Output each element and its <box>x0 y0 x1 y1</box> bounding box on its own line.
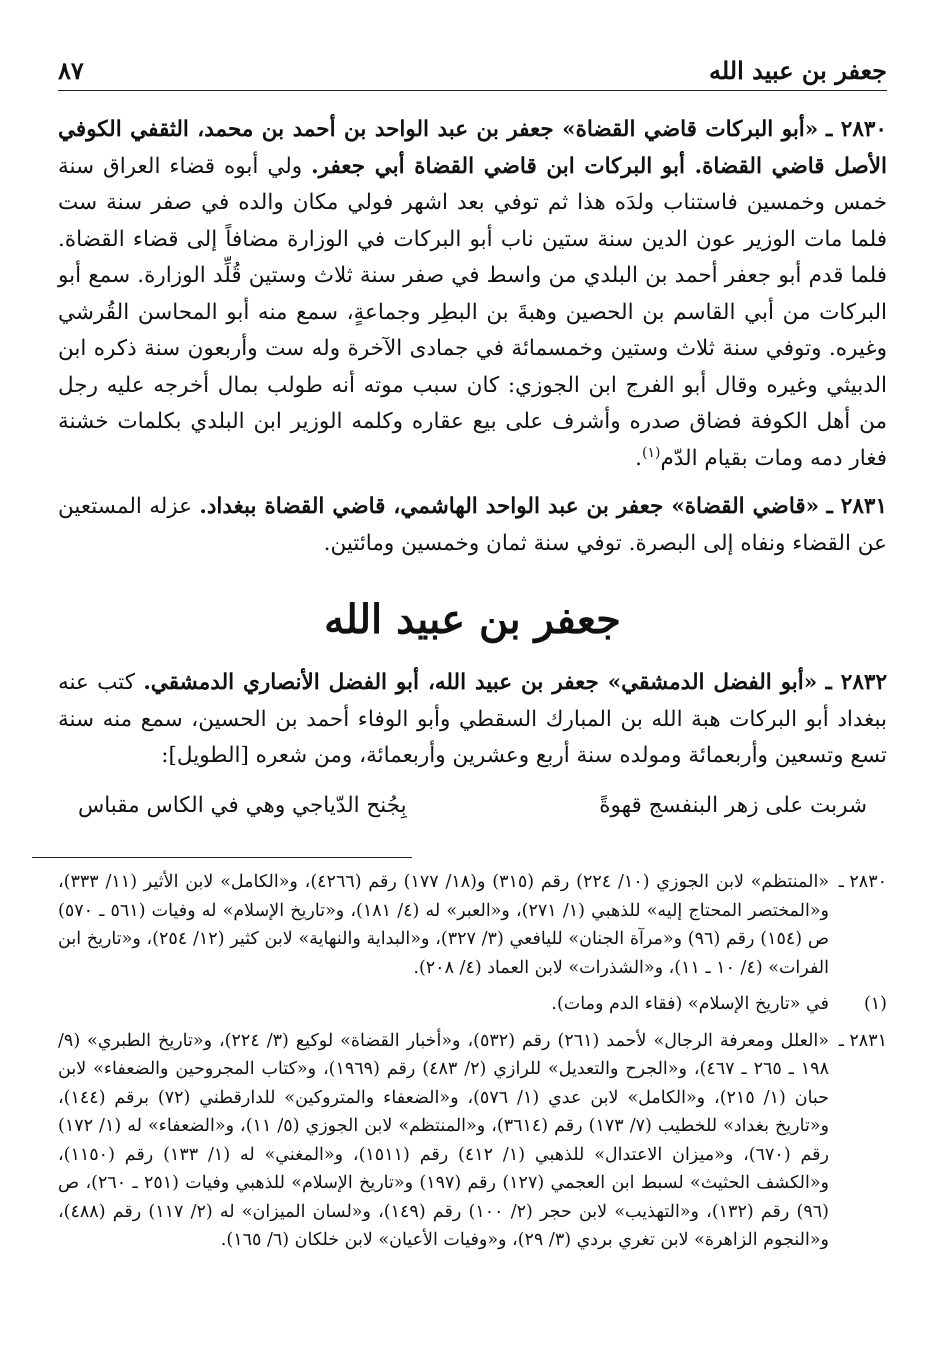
footnote-label: ٢٨٣٠ ـ <box>838 872 887 892</box>
footnote-label: (١) <box>863 994 887 1014</box>
footnote-label: ٢٨٣١ ـ <box>838 1030 887 1051</box>
entry-2831 <box>58 489 887 562</box>
entry-number: ٢٨٣٠ ـ <box>826 117 887 142</box>
footnote-divider <box>32 857 412 858</box>
verse-second-hemistich: بِجُنح الدّياجي وهي في الكاس مقباس <box>78 792 407 818</box>
page-number: ٨٧ <box>58 56 84 85</box>
entry-heading: «أبو البركات قاضي القضاة» جعفر بن عبد الواحد بن أحمد بن محمد، الثقفي الكوفي الأصل قاضي القضاة. أبو البركات ابن قاضي القضاة أبي جعفر. <box>58 117 887 179</box>
entry-text: عزله المستعين عن القضاء ونفاه إلى البصرة. توفي سنة ثمان وخمسين ومائتين. <box>58 494 887 556</box>
running-title: جعفر بن عبيد الله <box>708 56 887 85</box>
entry-heading: «قاضي القضاة» جعفر بن عبد الواحد الهاشمي، قاضي القضاة ببغداد. <box>199 494 820 519</box>
page-header <box>58 50 887 91</box>
footnotes <box>58 868 887 1263</box>
entry-tail: . <box>635 445 642 471</box>
entry-2830 <box>58 112 887 477</box>
poem-verse <box>58 793 887 818</box>
footnote-1 <box>58 990 887 1019</box>
footnote-2830 <box>58 868 887 982</box>
footnote-text: «المنتظم» لابن الجوزي (١٠/ ٢٢٤) رقم (٣١٥) و(١٨/ ١٧٧) رقم (٤٢٦٦)، و«الكامل» لابن الأثير (١١/ ٣٣٣)، و«المختصر المحتاج إليه» للذهبي (١/ ٢٧١)، و«العبر» له (٤/ ١٨١)، و«تاريخ الإسلام» له وفيات (٥٦١ ـ ٥٧٠) ص (١٥٤) رقم (٩٦) و«مرآة الجنان» لليافعي (٣/ ٣٢٧)، و«البداية والنهاية» لابن كثير (١٢/ ٢٥٤)، و«تاريخ ابن الفرات» (٤/ ١٠ ـ ١١)، و«الشذرات» لابن العماد (٤/ ٢٠٨). <box>58 872 830 978</box>
entry-text: كتب عنه ببغداد أبو البركات هبة الله بن المبارك السقطي وأبو الوفاء أحمد بن الحسين، سمع منه سنة تسع وتسعين وأربعمائة ومولده سنة أربع وعشرين وأربعمائة، ومن شعره [الطويل]: <box>58 670 887 768</box>
footnote-text: «العلل ومعرفة الرجال» لأحمد (٢٦١) رقم (٥٣٢)، و«أخبار القضاة» لوكيع (٣/ ٢٢٤)، و«تاريخ الطبري» (٩/ ١٩٨ ـ ٢٦٥ ـ ٤٦٧)، و«الجرح والتعديل» للرازي (٢/ ٤٨٣) رقم (١٩٦٩)، و«كتاب المجروحين والضعفاء» لابن حبان (١/ ٢١٥)، و«الكامل» لابن عدي (١/ ٥٧٦)، و«الضعفاء والمتروكين» للدارقطني (٧٢) برقم (١٤٤)، و«تاريخ بغداد» للخطيب (٧/ ١٧٣) رقم (٣٦١٤)، و«المنتظم» لابن الجوزي (٥/ ١١)، و«الضعفاء» له (١/ ١٧٢) رقم (٦٧٠)، و«ميزان الاعتدال» للذهبي (١/ ٤١٢) رقم (١٥١١)، و«المغني» له (١/ ١٣٣) رقم (١١٥٠)، و«الكشف الحثيث» لسبط ابن العجمي (١٢٧) رقم (١٩٧) و«تاريخ الإسلام» للذهبي وفيات (٢٥١ ـ ٢٦٠)، ص (٩٦) رقم (١٣٢)، و«التهذيب» لابن حجر (٢/ ١٠٠) رقم (١٤٩)، و«لسان الميزان» له (٢/ ١١٧) رقم (٤٨٨)، و«النجوم الزاهرة» لابن تغري بردي (٣/ ٢٩)، و«وفيات الأعيان» لابن خلكان (٦/ ١٦٥). <box>58 1030 829 1250</box>
entry-text: ولي أبوه قضاء العراق سنة خمس وخمسين فاستناب ولدَه هذا ثم توفي بعد اشهر فولي مكان والده في صفر سنة ست فلما مات الوزير عون الدين سنة ستين ناب أبو البركات في الوزارة مضافاً إلى قضاء القضاة. فلما قدم أبو جعفر أحمد بن البلدي من واسط في صفر سنة ثلاث وستين قُلِّد الوزارة. سمع أبو البركات من أبي القاسم بن الحصين وهبةَ بن البطِر وجماعةٍ، سمع منه أبو المحاسن القُرشي وغيره. وتوفي سنة ثلاث وستين وخمسمائة في جمادى الآخرة وله ست وأربعون سنة ذكره ابن الدبيثي وغيره وقال أبو الفرج ابن الجوزي: كان سبب موته أنه طولب بمال أخرجه عليه رجل من أهل الكوفة فضاق صدره وأشرف على بيع عقاره وكلمه الوزير ابن البلدي بكلمات خشنة فغار دمه ومات بقيام الدّم <box>58 153 887 471</box>
footnote-text: في «تاريخ الإسلام» (فقاء الدم ومات). <box>551 994 829 1014</box>
entry-number: ٢٨٣١ ـ <box>826 494 887 519</box>
footnote-2831 <box>58 1027 887 1255</box>
entry-heading: «أبو الفضل الدمشقي» جعفر بن عبيد الله، أبو الفضل الأنصاري الدمشقي. <box>143 670 818 695</box>
footnote-ref: (١) <box>641 444 661 461</box>
entry-number: ٢٨٣٢ ـ <box>825 670 887 695</box>
verse-first-hemistich: شربت على زهر البنفسج قهوةً <box>599 792 867 818</box>
section-title: جعفر بن عبيد الله <box>324 596 621 643</box>
main-text <box>58 112 887 818</box>
entry-2832 <box>58 665 887 775</box>
